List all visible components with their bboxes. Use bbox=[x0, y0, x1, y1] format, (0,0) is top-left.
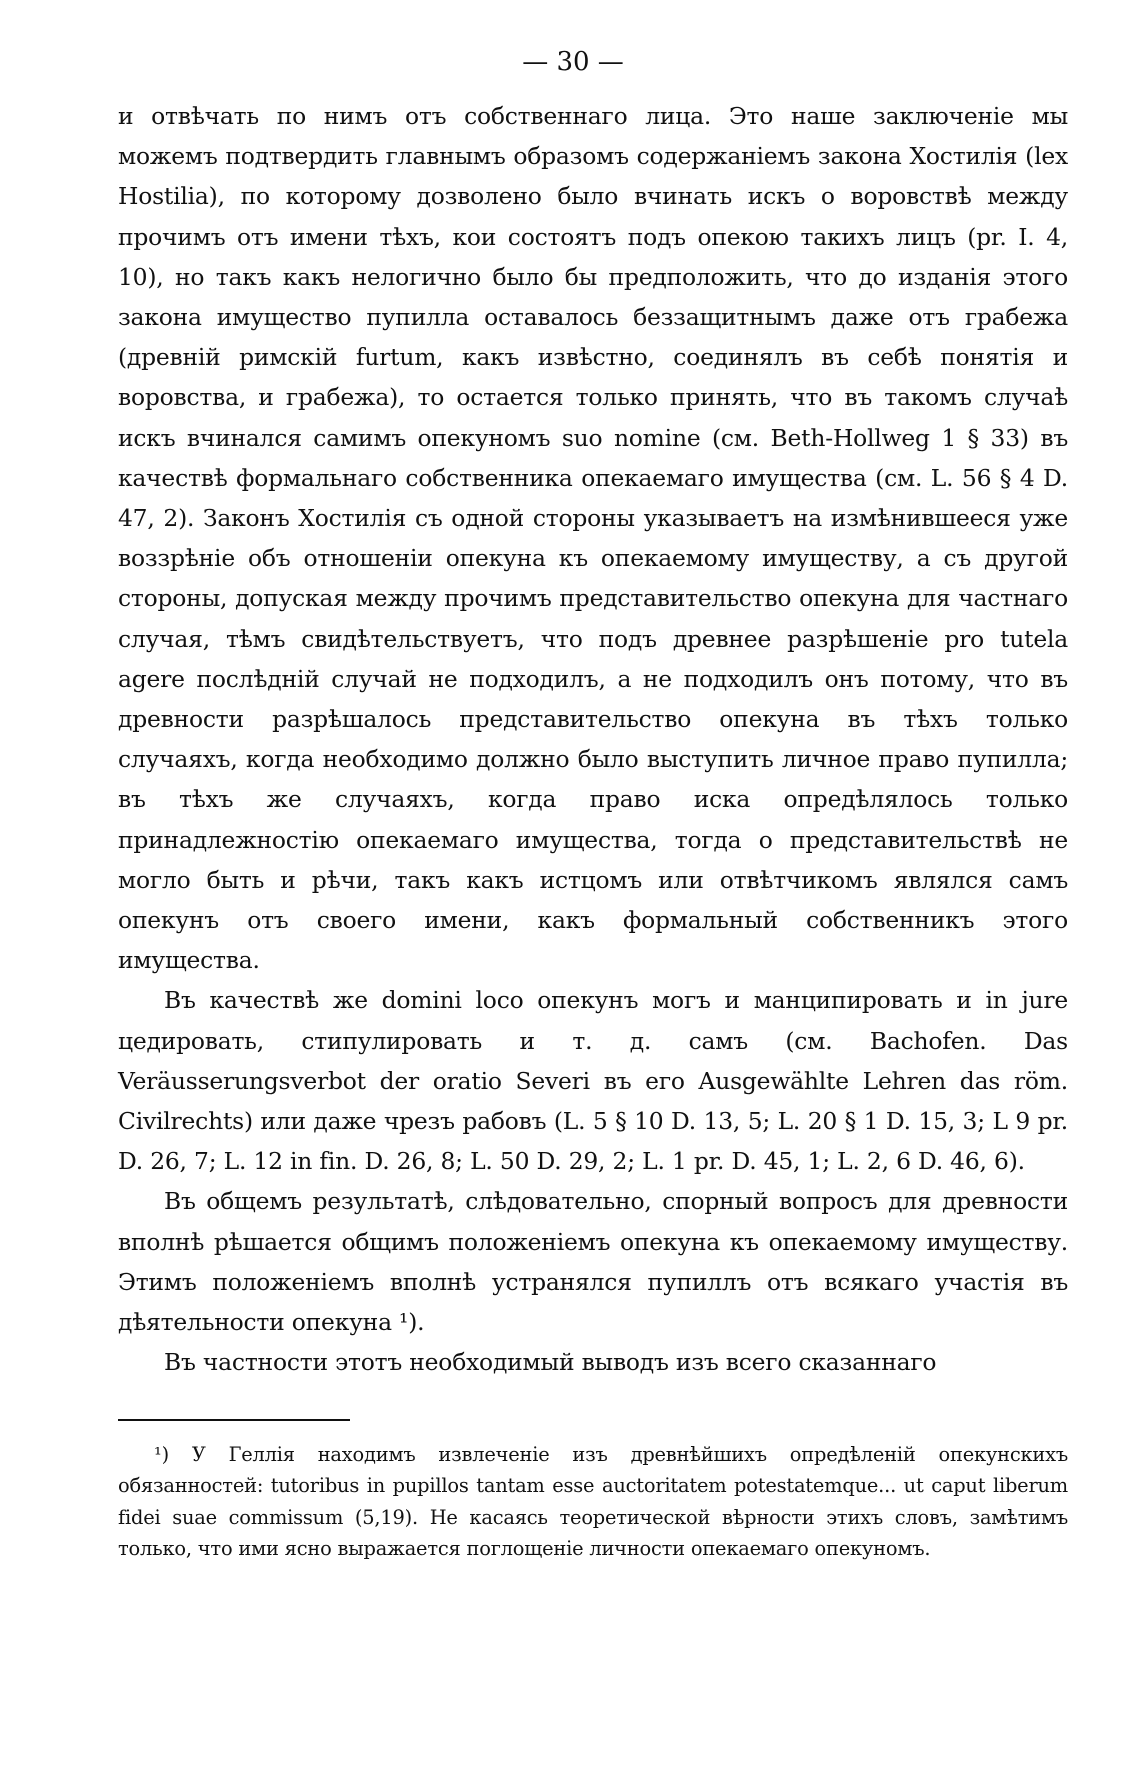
paragraph-3: Въ общемъ результатѣ, слѣдовательно, спорный вопросъ для древности вполнѣ рѣшается общимъ положенiемъ опекуна къ опекаемому имуществу. Этимъ положенiемъ вполнѣ устранялся пупиллъ отъ всякаго участiя въ дѣятельности опекуна ¹). bbox=[118, 1187, 1068, 1337]
page-number: — 30 — bbox=[522, 47, 624, 77]
footnote: ¹) У Геллiя находимъ извлеченiе изъ древнѣйшихъ опредѣленiй опекунскихъ обязанностей: tutoribus in pupillos tantam esse auctoritatem potestatemque... ut caput liberum fidei suae commissum (5,19). Не касаясь теоретической вѣрности этихъ словъ, замѣтимъ только, что ими ясно выражается поглощенiе личности опекаемаго опекуномъ. bbox=[118, 1442, 1068, 1560]
paragraph-1: и отвѣчать по нимъ отъ собственнаго лица. Это наше заключенiе мы можемъ подтвердить главнымъ образомъ содержанiемъ закона Хостилiя (lex Hostilia), по которому дозволено было вчинать искъ о воровствѣ между прочимъ отъ имени тѣхъ, кои состоятъ подъ опекою такихъ лицъ (pr. I. 4, 10), но такъ какъ нелогично было бы предположить, что до изданiя этого закона имущество пупилла оставалось беззащитнымъ даже отъ грабежа (древнiй римскiй furtum, какъ извѣстно, соединялъ въ себѣ понятiя и воровства, и грабежа), то остается только принять, что въ такомъ случаѣ искъ вчинался самимъ опекуномъ suo nomine (см. Beth-Hollweg 1 § 33) въ качествѣ формальнаго собственника опекаемаго имущества (см. L. 56 § 4 D. 47, 2). Законъ Хостилiя съ одной стороны указываетъ на измѣнившееся уже воззрѣнiе объ отношенiи опекуна къ опекаемому имуществу, а съ другой стороны, допуская между прочимъ представительство опекуна для частнаго случая, тѣмъ свидѣтельствуетъ, что подъ древнее разрѣшенiе pro tutela agere послѣднiй случай не подходилъ, а не подходилъ онъ потому, что въ древности разрѣшалось представительство опекуна въ тѣхъ только случаяхъ, когда необходимо должно было выступить личное право пупилла; въ тѣхъ же случаяхъ, когда право иска опредѣлялось только принадлежностiю опекаемаго имущества, тогда о представительствѣ не могло быть и рѣчи, такъ какъ истцомъ или отвѣтчикомъ являлся самъ опекунъ отъ своего имени, какъ формальный собственникъ этого имущества. bbox=[118, 102, 1068, 975]
paragraph-4: Въ частности этотъ необходимый выводъ изъ всего сказаннаго bbox=[164, 1348, 937, 1377]
paragraph-2: Въ качествѣ же domini loco опекунъ могъ и манципировать и in jure цедировать, стипулировать и т. д. самъ (см. Bachofen. Das Veräusserungsverbot der oratio Severi въ его Ausgewählte Lehren das röm. Civilrechts) или даже чрезъ рабовъ (L. 5 § 10 D. 13, 5; L. 20 § 1 D. 15, 3; L 9 pr. D. 26, 7; L. 12 in fin. D. 26, 8; L. 50 D. 29, 2; L. 1 pr. D. 45, 1; L. 2, 6 D. 46, 6). bbox=[118, 986, 1068, 1176]
footnote-divider bbox=[118, 1419, 350, 1421]
book-page bbox=[118, 42, 1068, 1565]
main-text bbox=[118, 96, 1068, 1383]
